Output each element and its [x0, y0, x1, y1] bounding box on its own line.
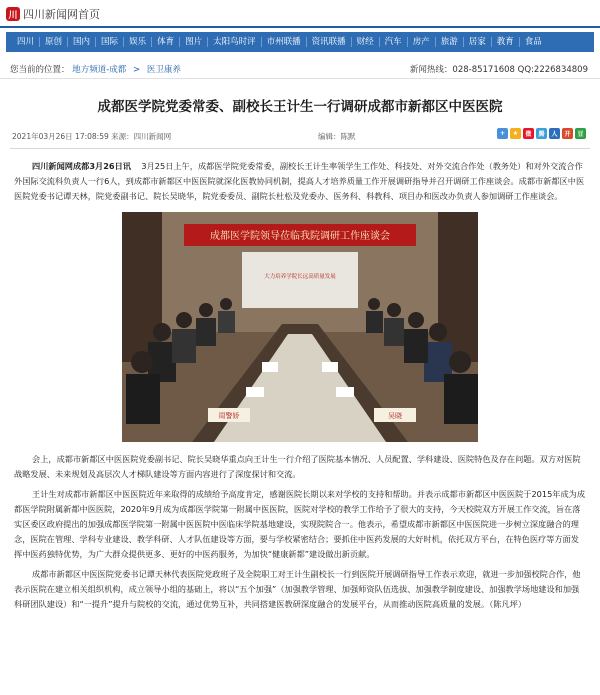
share-kaixin-icon[interactable]: 开 [562, 128, 573, 139]
breadcrumb [10, 63, 181, 75]
share-qzone-icon[interactable]: ★ [510, 128, 521, 139]
news-hotline: 新闻热线：028-85171608 QQ:2226834809 [409, 65, 588, 75]
name-card-right: 吴晓 [388, 412, 402, 420]
share-toolbar [497, 128, 586, 139]
top-divider [0, 26, 600, 28]
nav-item[interactable]: 教育 [492, 37, 520, 47]
nav-item[interactable]: 四川 [12, 37, 40, 47]
article-lead: 四川新闻网成都3月26日讯 [32, 161, 131, 171]
nav-item[interactable]: 国际 [96, 37, 124, 47]
article-paragraph-2: 会上，成都市新都区中医医院党委副书记、院长吴晓华重点向王计生一行介绍了医院基本情况、人员配置、学科建设、医院特色及存在问题。双方对医院战略发展、未来规划及高层次人才梯队建设等方面内容进行了深度探讨和交流。 [14, 454, 581, 479]
photo-screen-text: 大力培养学院长远高质量发展 [264, 274, 336, 280]
article-photo [122, 212, 478, 442]
nav-item[interactable]: 旅游 [436, 37, 464, 47]
name-card-left: 周警娇 [218, 412, 240, 420]
site-logo-icon: 川 [6, 7, 20, 21]
nav-item[interactable]: 汽车 [380, 37, 408, 47]
nav-item[interactable]: 资讯联播 [307, 37, 352, 47]
nav-item[interactable]: 财经 [352, 37, 380, 47]
top-bar [0, 0, 600, 28]
share-renren-icon[interactable]: 人 [549, 128, 560, 139]
nav-item[interactable]: 娱乐 [124, 37, 152, 47]
nav-item[interactable]: 原创 [40, 37, 68, 47]
photo-banner-text: 成都医学院领导莅临我院调研工作座谈会 [210, 231, 390, 242]
site-home-link[interactable]: 四川新闻网首页 [23, 8, 100, 21]
breadcrumb-link-health[interactable]: 医卫康养 [146, 65, 181, 75]
article-paragraph-1 [14, 159, 586, 204]
article-paragraph-1-text: 3月25日上午，成都医学院党委常委，副校长王计生率领学生工作处、科技处、对外交流合作处（教务处）和对外交流合作外国际交流科负责人一行6人，到成都市新都区中医医院就深化医教协同机制，提高人才培养质量工作开展调研指导并召开调研工作座谈会。成都市新都区中医医院党委书记谭天林，院党委副书记、院长吴晓华，院党委委员、副院长杜松及党委办、医务科、科教科、项目办和医改办负责人参加调研工作座谈会。 [14, 161, 585, 201]
nav-item[interactable]: 体育 [152, 37, 180, 47]
main-nav [6, 32, 594, 52]
breadcrumb-link-chengdu[interactable]: 地方频道-成都 [72, 65, 127, 75]
nav-item[interactable]: 居家 [464, 37, 492, 47]
nav-item[interactable]: 房产 [408, 37, 436, 47]
article-title: 成都医学院党委常委、副校长王计生一行调研成都市新都区中医医院 [97, 99, 503, 115]
meeting-photo-illustration [122, 212, 478, 442]
breadcrumb-separator: > [133, 65, 141, 75]
nav-item[interactable]: 市州联播 [262, 37, 307, 47]
article-paragraph-3: 王计生对成都市新都区中医医院近年来取得的成绩给予高度肯定，感谢医院长期以来对学校的支持和帮助。并表示成都市新都区中医医院于2015年成为成都医学院附属新都中医医院，2020年9月成为成都医学院第一附属中医医院，医院对学校的教学工作给予了很大的支持，今天校院双方开展工作交流，旨在落实区委区政府提出的加强成都医学院第一附属中医医院中医临床学院基地建设，实现院院合一。他表示，希望成都市新都区中医医院进一步树立深度融合的理念，医院在管理、学科专业建设、教学科研、人才队伍建设等方面，要与学校紧密结合；要抓住中医药发展的大好时机，依托双方平台，在特色医疗等方面发挥中医药独特优势，为广大群众提供更多、更好的中医药服务，为加快“健康新都”建设做出新贡献。 [14, 489, 586, 559]
share-plus-icon[interactable]: + [497, 128, 508, 139]
breadcrumb-bar [0, 57, 600, 79]
article-date-source: 2021年03月26日 17:08:59 来源：四川新闻网 [12, 132, 172, 141]
nav-item[interactable]: 图片 [180, 37, 208, 47]
breadcrumb-prefix: 您当前的位置： [10, 65, 70, 75]
share-tqq-icon[interactable]: 腾 [536, 128, 547, 139]
article-body [0, 159, 600, 612]
share-douban-icon[interactable]: 豆 [575, 128, 586, 139]
article-editor: 编辑：陈默 [318, 132, 356, 141]
article-paragraph-4: 成都市新都区中医医院党委书记谭天林代表医院党政班子及全院职工对王计生副校长一行到医院开展调研指导工作表示欢迎，就进一步加强校院合作，他表示医院在建立相关组织机构，成立领导小组的基础上，将以“五个加强”（加强教学管理、加强师资队伍选拔、加强教学制度建设、加强教学场地建设和加强科研团队建设）和“一提升”提升与院校的交流，通过优势互补，共同搭建医教研深度融合的发展平台，从而推动医院高质量的发展。（陈凡坪） [14, 569, 581, 609]
site-logo[interactable] [6, 6, 100, 22]
share-weibo-icon[interactable]: 微 [523, 128, 534, 139]
nav-item[interactable]: 太阳鸟时评 [208, 37, 262, 47]
nav-item[interactable]: 国内 [68, 37, 96, 47]
article-meta [10, 127, 590, 149]
nav-item[interactable]: 食品 [524, 37, 542, 47]
